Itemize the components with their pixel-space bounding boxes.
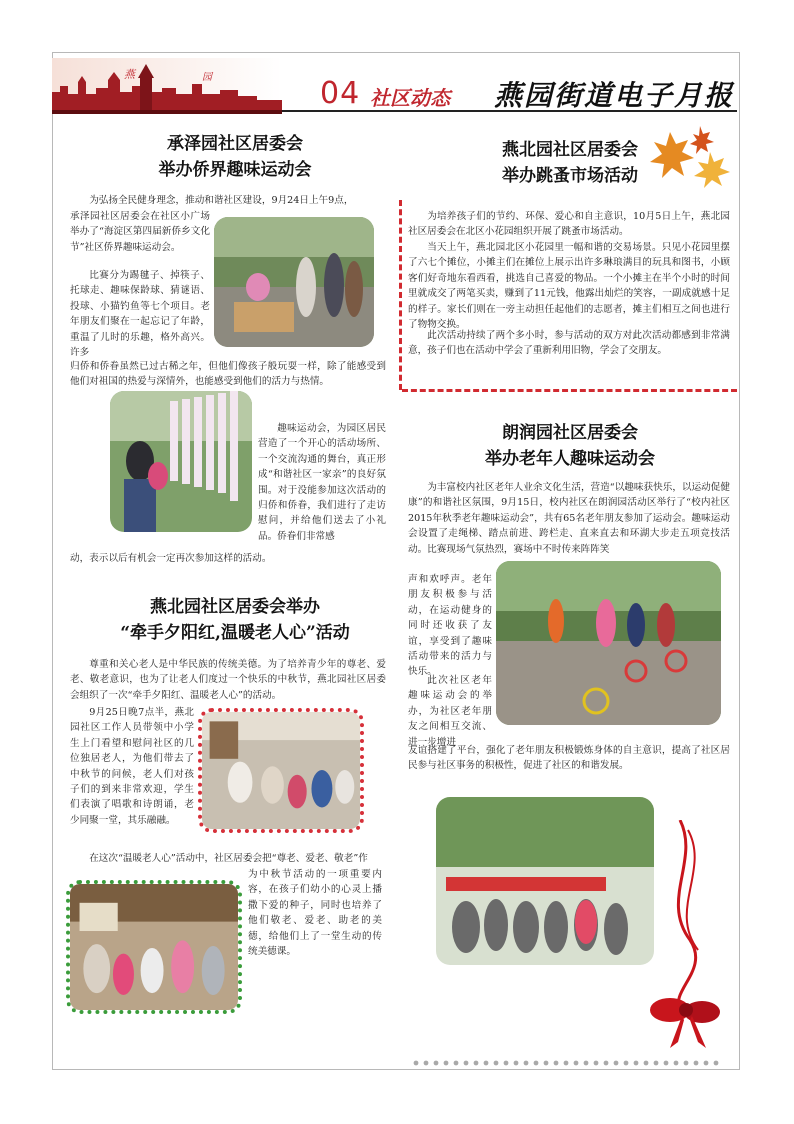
- article-1-title: [70, 131, 400, 183]
- article-2-photo-2: [66, 880, 242, 1014]
- article-2-paragraph-1: 尊重和关心老人是中华民族的传统美德。为了培养青少年的尊老、爱老、敬老意识，也为了让老人们度过一个快乐的中秋节，燕北园社区居委会组织了一次“牵手夕阳红、温暖老人心”的活动。: [70, 659, 386, 701]
- issue-number: 04: [320, 76, 361, 111]
- article-1-paragraph-3b: 动，表示以后有机会一定再次参加这样的活动。: [70, 553, 272, 564]
- page-header: [52, 58, 740, 120]
- article-2-title-line1: 燕北园社区居委会举办: [150, 597, 320, 617]
- article-1-paragraph-2a: 比赛分为踢毽子、掉筷子、托球走、趣味保龄球、猜谜语、投球、小猫钓鱼等七个项目。老年朋友们聚在一起忘记了年龄，重温了儿时的乐趣，格外高兴。许多: [70, 270, 210, 359]
- article-4-title: [410, 420, 730, 472]
- article-2-title: [70, 594, 400, 646]
- header-rule: [282, 110, 737, 112]
- article-2-paragraph-2: 9月25日晚7点半，燕北园社区工作人员带领中小学生上门看望和慰问社区的几位独居老人，为他们带去了中秋节的问候，老人们对孩子们的到来非常欢迎，学生们表演了唱歌和诗朗诵，老少同聚一堂，其乐融融。: [70, 707, 194, 826]
- red-ribbon-bow-icon: [640, 820, 730, 1050]
- article-4-photo-2: [436, 797, 654, 965]
- article-3-paragraph-1: 为培养孩子们的节约、环保、爱心和自主意识，10月5日上午，燕北园社区居委会在北区小花园组织开展了跳蚤市场活动。: [408, 211, 730, 238]
- article-1-paragraph-3a: 趣味运动会，为园区居民营造了一个开心的活动场所、一个交流沟通的舞台，真正形成“和谐社区一家亲”的良好氛围。对于没能参加这次活动的归侨和侨眷，我们进行了走访慰问，并给他们送去了小礼品。侨眷们非常感: [258, 423, 386, 542]
- skyline-banner-icon: [52, 58, 282, 114]
- article-4-paragraph-1b: 声和欢呼声。老年朋友积极参与活动，在运动健身的同时还收获了友谊，享受到了趣味活动带来的活力与快乐。: [408, 574, 492, 678]
- article-4-photo-1: [496, 561, 721, 725]
- article-4-paragraph-1a: 为丰富校内社区老年人业余文化生活，营造“以趣味获快乐，以运动促健康”的和谐社区氛围，9月15日，校内社区在朗润园活动区举行了“校内社区2015年秋季老年趣味运动会”，共有65名老年朋友参加了运动会。趣味运动会设置了走绳梯、踏点前进、跨栏走、直来直去和环湖大步走五项竞技活动。比赛现场气氛热烈，赛场中不时传来阵阵笑: [408, 482, 730, 555]
- maple-leaves-icon: [640, 122, 740, 202]
- section-divider: [402, 389, 737, 392]
- column-divider: [399, 200, 402, 390]
- article-4-paragraph-2a: 此次社区老年趣味运动会的举办，为社区老年朋友之间相互交流、进一步增进: [408, 675, 492, 748]
- article-2-photo-1: [198, 708, 364, 833]
- article-4-title-line1: 朗润园社区居委会: [502, 423, 638, 443]
- article-1-paragraph-1b: 承泽园社区居委会在社区小广场举办了“海淀区第四届新侨乡文化节”社区侨界趣味运动会。: [70, 211, 210, 253]
- article-3-paragraph-2: 当天上午，燕北园北区小花园里一幅和谐的交易场景。只见小花园里摆了六七个摊位，小摊主们在摊位上展示出许多琳琅满目的玩具和图书，小顾客们好奇地东看西看，挑选自己喜爱的物品。一个小摊主在半个小时的时间里就成交了两笔买卖，赚到了11元钱，他露出灿烂的笑容，一副成就感十足的样子。家长们则在一旁主动担任起他们的志愿者，摊主们相互之间也进行了物物交换。: [408, 242, 730, 331]
- article-1-photo-2: [110, 391, 252, 532]
- masthead-title: 燕园街道电子月报: [493, 79, 734, 112]
- svg-text:园: 园: [202, 72, 212, 83]
- article-2-paragraph-3b: 为中秋节活动的一项重要内容，在孩子们幼小的心灵上播撒下爱的种子，同时也培养了他们敬老、爱老、助老的美德，给他们上了一堂生动的传统美德课。: [248, 869, 382, 958]
- article-1-title-line1: 承泽园社区居委会: [167, 134, 303, 154]
- article-1-photo-1: [214, 217, 374, 347]
- article-1-title-line2: 举办侨界趣味运动会: [158, 160, 312, 180]
- article-2-paragraph-3a: 在这次“温暖老人心”活动中，社区居委会把“尊老、爱老、敬老”作: [89, 853, 368, 864]
- article-3-title-line1: 燕北园社区居委会: [502, 140, 638, 160]
- article-3-title-line2: 举办跳蚤市场活动: [502, 166, 638, 186]
- article-2-title-line2: “牵手夕阳红,温暖老人心”活动: [120, 623, 350, 643]
- section-title: 社区动态: [370, 86, 450, 110]
- svg-text:燕: 燕: [124, 68, 135, 81]
- article-4-title-line2: 举办老年人趣味运动会: [485, 449, 655, 469]
- article-4-paragraph-2b: 友谊搭建了平台，强化了老年朋友积极锻炼身体的自主意识，提高了社区居民参与社区事务的积极性，促进了社区的和谐发展。: [408, 745, 730, 772]
- article-3-paragraph-3: 此次活动持续了两个多小时，参与活动的双方对此次活动都感到非常满意，孩子们也在活动中学会了重新利用旧物，学会了交朋友。: [408, 330, 730, 357]
- article-1-paragraph-1a: 为弘扬全民健身理念，推动和谐社区建设，9月24日上午9点，: [89, 195, 354, 206]
- decorative-dot-row: [412, 1059, 732, 1067]
- article-1-paragraph-2b: 归侨和侨眷虽然已过古稀之年，但他们像孩子般玩耍一样，除了能感受到他们对祖国的热爱与深情外，也能感受到他们的活力与热情。: [70, 361, 386, 388]
